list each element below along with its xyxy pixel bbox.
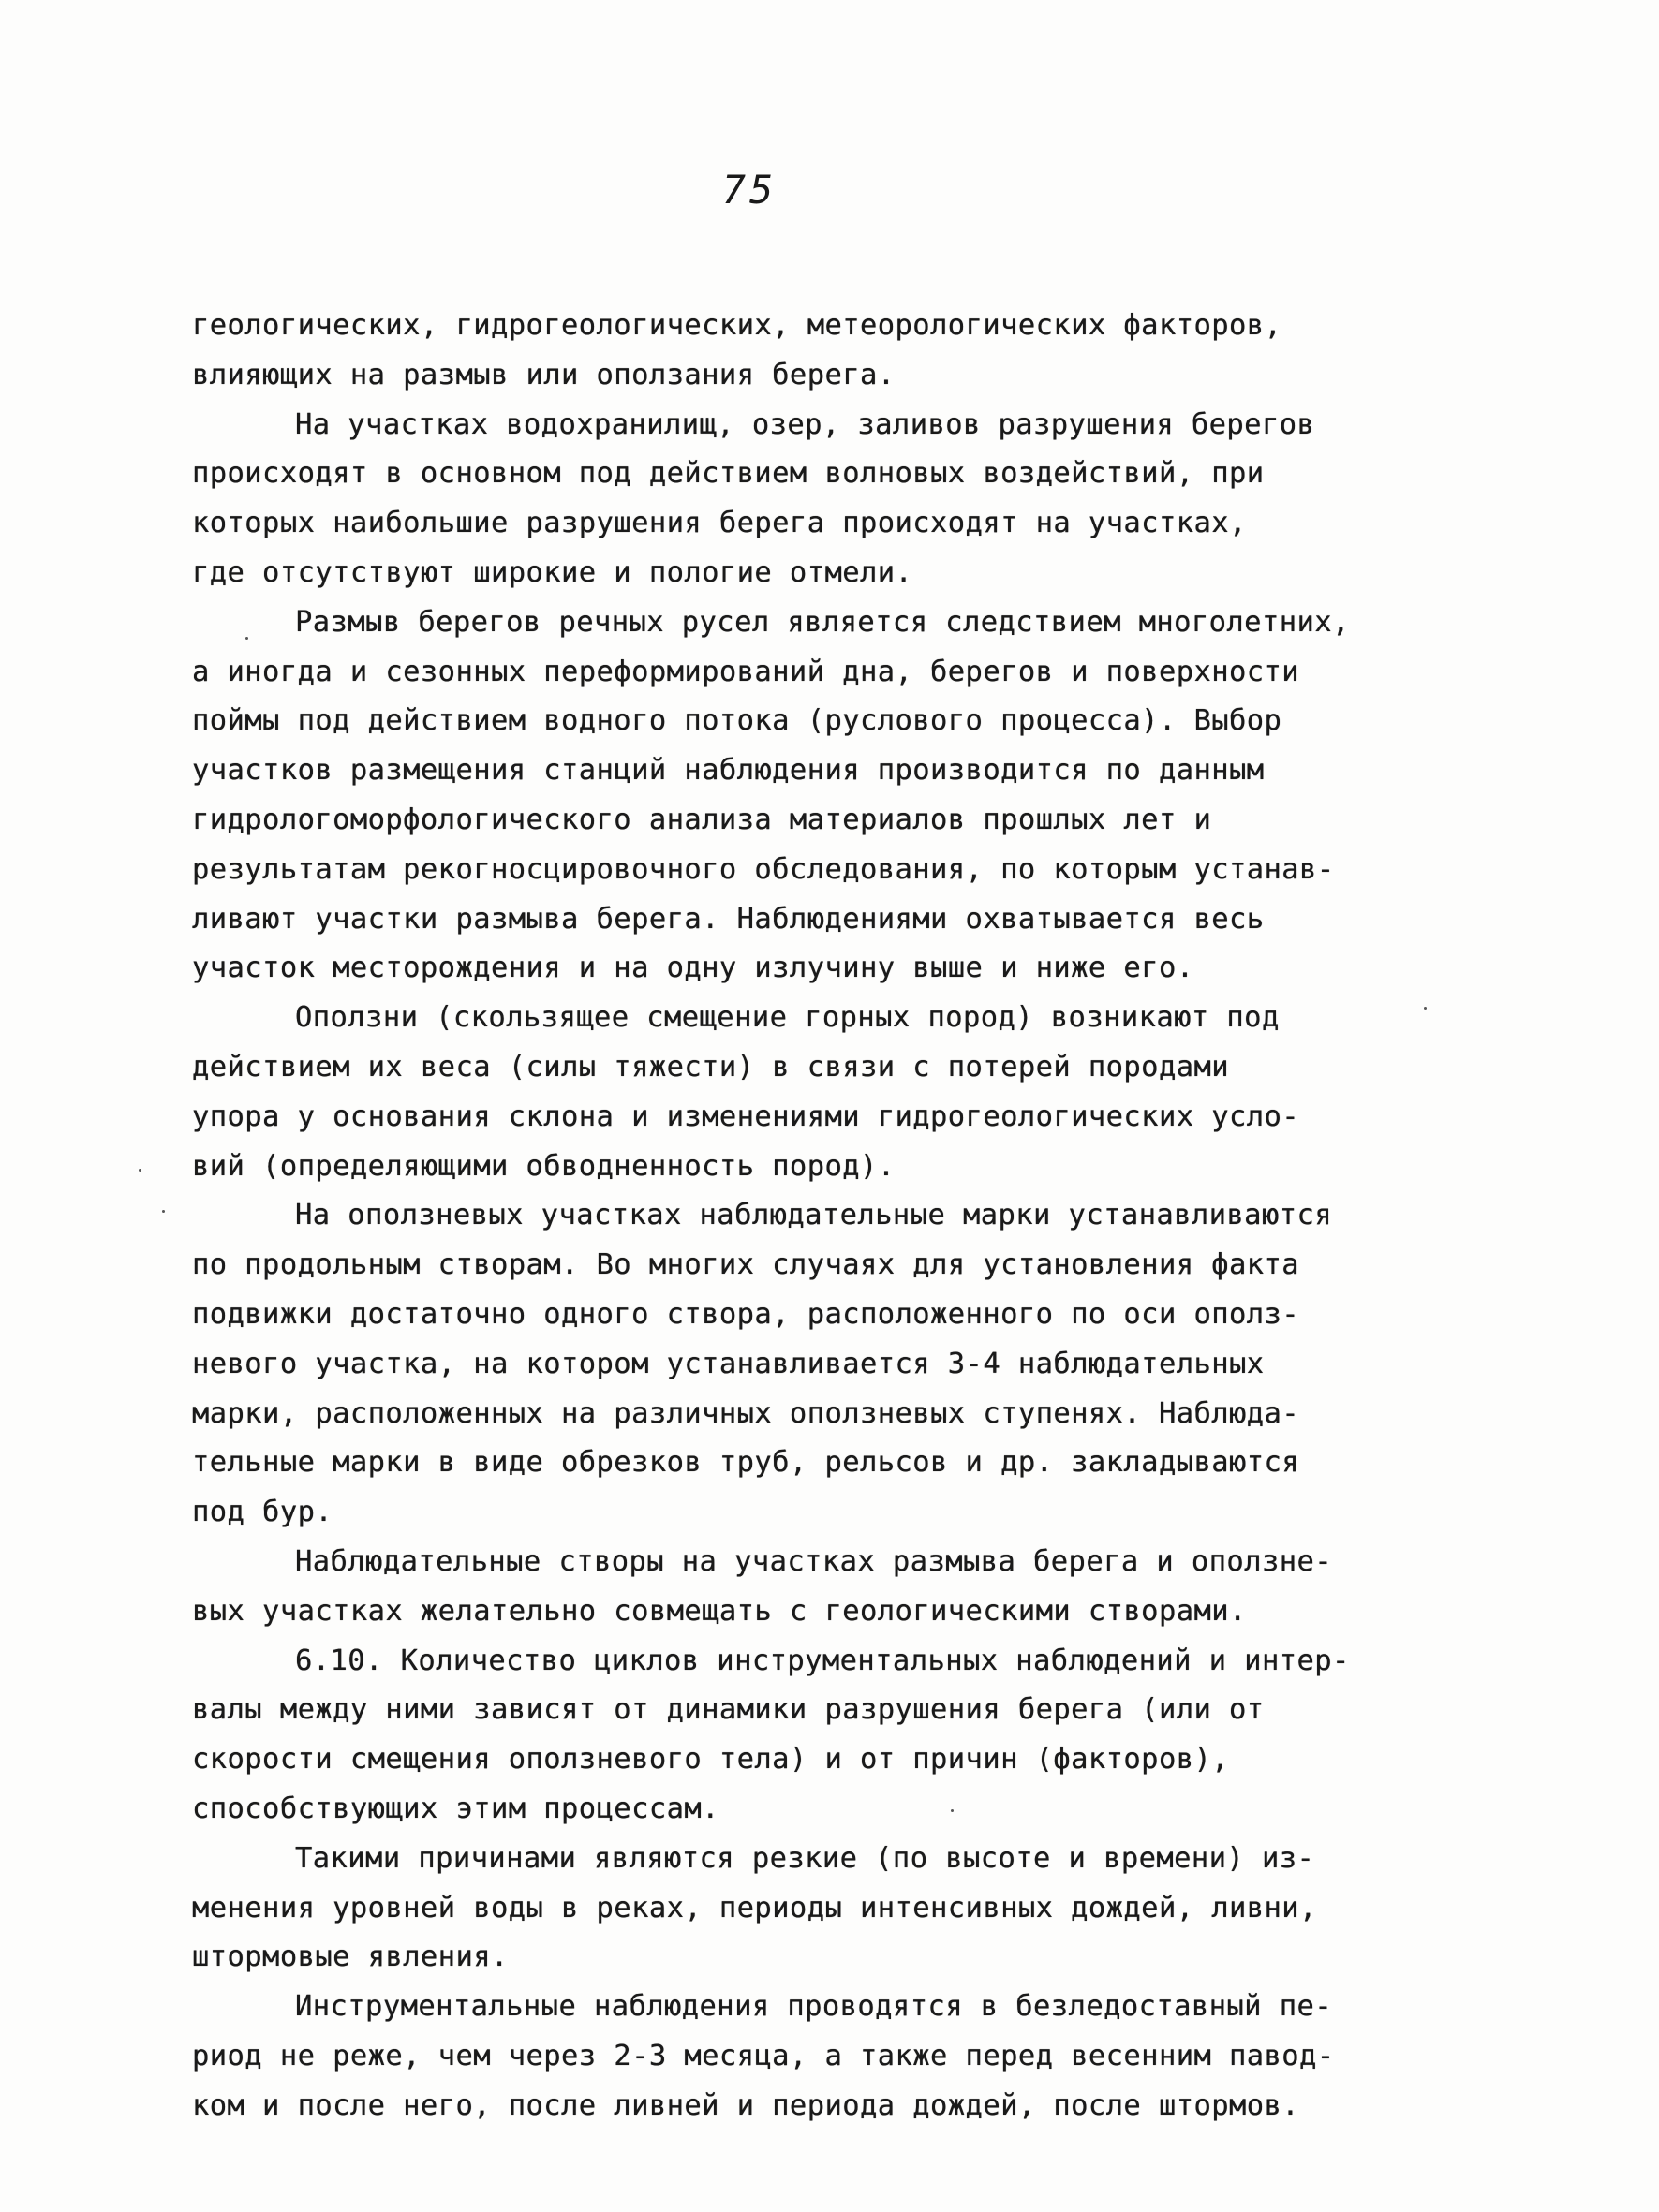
text-line: которых наибольшие разрушения берега происходят на участках, <box>192 507 1247 540</box>
text-line: Оползни (скользящее смещение горных пород) возникают под <box>295 1001 1280 1035</box>
text-line: а иногда и сезонных переформирований дна, берегов и поверхности <box>192 655 1300 688</box>
text-line: штормовые явления. <box>192 1940 509 1974</box>
text-line: гидрологоморфологического анализа материалов прошлых лет и <box>192 803 1212 836</box>
text-line: влияющих на размыв или оползания берега. <box>192 358 896 391</box>
text-line: Такими причинами являются резкие (по высоте и времени) из- <box>295 1841 1315 1875</box>
text-line: тельные марки в виде обрезков труб, рельсов и др. закладываются <box>192 1446 1300 1480</box>
text-line: вых участках желательно совмещать с геологическими створами. <box>192 1594 1247 1628</box>
text-line: участков размещения станций наблюдения производится по данным <box>192 754 1265 788</box>
scan-speck <box>245 637 248 640</box>
text-line: подвижки достаточно одного створа, расположенного по оси ополз- <box>192 1297 1300 1331</box>
text-line: участок месторождения и на одну излучину выше и ниже его. <box>192 951 1194 985</box>
text-line: способствующих этим процессам. <box>192 1792 719 1825</box>
text-line: На участках водохранилищ, озер, заливов разрушения берегов <box>295 407 1315 441</box>
text-line: На оползневых участках наблюдательные марки устанавливаются <box>295 1199 1332 1232</box>
page-number: 75 <box>721 167 778 213</box>
text-line: где отсутствуют широкие и пологие отмели. <box>192 555 913 589</box>
text-line: риод не реже, чем через 2-3 месяца, а также перед весенним павод- <box>192 2039 1335 2072</box>
scan-speck <box>139 1169 141 1172</box>
text-line: ливают участки размыва берега. Наблюдениями охватывается весь <box>192 902 1265 936</box>
text-line: марки, расположенных на различных оползневых ступенях. Наблюда- <box>192 1396 1300 1430</box>
scan-speck <box>162 1210 165 1213</box>
text-line: результатам рекогносцировочного обследования, по которым устанав- <box>192 852 1335 886</box>
scan-speck <box>1424 1007 1427 1010</box>
text-line: скорости смещения оползневого тела) и от причин (факторов), <box>192 1743 1229 1777</box>
text-line: Наблюдательные створы на участках размыва берега и оползне- <box>295 1544 1332 1578</box>
text-line: менения уровней воды в реках, периоды интенсивных дождей, ливни, <box>192 1891 1317 1924</box>
text-line: вий (определяющими обводненность пород). <box>192 1149 896 1183</box>
text-line: Инструментальные наблюдения проводятся в безледоставный пе- <box>295 1990 1332 2024</box>
text-line: Размыв берегов речных русел является следствием многолетних, <box>295 605 1350 639</box>
text-line: 6.10. Количество циклов инструментальных наблюдений и интер- <box>295 1644 1350 1677</box>
text-line: действием их веса (силы тяжести) в связи с потерей породами <box>192 1050 1229 1084</box>
text-line: геологических, гидрогеологических, метеорологических факторов, <box>192 309 1282 342</box>
text-line: происходят в основном под действием волновых воздействий, при <box>192 457 1265 491</box>
text-line: валы между ними зависят от динамики разрушения берега (или от <box>192 1693 1265 1727</box>
text-line: под бур. <box>192 1496 333 1529</box>
text-line: ком и после него, после ливней и периода дождей, после штормов. <box>192 2088 1300 2122</box>
text-line: невого участка, на котором устанавливается 3-4 наблюдательных <box>192 1347 1265 1380</box>
scan-speck <box>951 1809 954 1812</box>
body-text <box>192 302 1503 2131</box>
text-line: упора у основания склона и изменениями гидрогеологических усло- <box>192 1099 1300 1133</box>
text-line: по продольным створам. Во многих случаях для установления факта <box>192 1248 1300 1282</box>
text-line: поймы под действием водного потока (руслового процесса). Выбор <box>192 704 1282 738</box>
